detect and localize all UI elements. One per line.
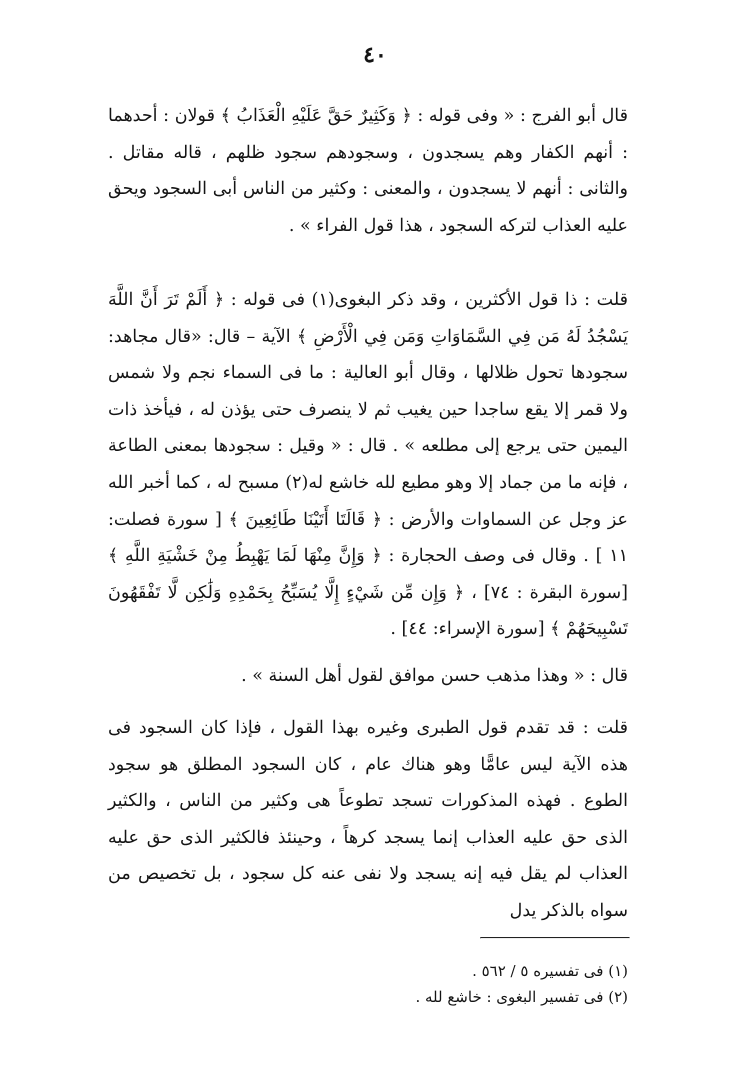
paragraph-4: قلت : قد تقدم قول الطبرى وغيره بهذا القول ، فإذا كان السجود فى هذه الآية ليس عامًّا وهو هناك عام ، كان السجود المطلق هو سجود الطوع . فهذه المذكورات تسجد تطوعاً هى وكثير من الناس ، والكثير الذى حق عليه العذاب إنما يسجد كرهاً ، وحينئذ فالكثير الذى حق عليه العذاب لم يقل فيه إنه يسجد ولا نفى عنه كل سجود ، بل تخصيص من سواه بالذكر يدل: [108, 718, 628, 921]
footnote-1: (١) فى تفسيره ٥ / ٥٦٢ .: [472, 962, 628, 980]
footnotes: [328, 958, 628, 1010]
paragraph-3: قال : « وهذا مذهب حسن موافق لقول أهل السنة » .: [241, 666, 628, 686]
paragraph-1: قال أبو الفرج : « وفى قوله : ﴿ وَكَثِيرٌ حَقَّ عَلَيْهِ الْعَذَابُ ﴾ قولان : أحدهما : أنهم الكفار وهم يسجدون ، وسجودهم سجود ظلهم ، قاله مقاتل . والثانى : أنهم لا يسجدون ، والمعنى : وكثير من الناس أبى السجود ويحق عليه العذاب لتركه السجود ، هذا قول الفراء » .: [108, 106, 628, 236]
footnote-separator: [480, 937, 630, 939]
paragraph-2: قلت : ذا قول الأكثرين ، وقد ذكر البغوى(١) فى قوله : ﴿ أَلَمْ تَرَ أَنَّ اللَّهَ يَسْجُدُ لَهُ مَن فِي السَّمَاوَاتِ وَمَن فِي الْأَرْضِ ﴾ الآية – قال: «قال مجاهد: سجودها تحول ظلالها ، وقال أبو العالية : ما فى السماء نجم ولا شمس ولا قمر إلا يقع ساجدا حين يغيب ثم لا ينصرف حتى يؤذن له ، فيأخذ ذات اليمين حتى يرجع إلى مطلعه » . قال : « وقيل : سجودها بمعنى الطاعة ، فإنه ما من جماد إلا وهو مطيع لله خاشع له(٢) مسبح له ، كما أخبر الله عز وجل عن السماوات والأرض : ﴿ قَالَتَا أَتَيْنَا طَائِعِينَ ﴾ [ سورة فصلت: ١١ ] . وقال فى وصف الحجارة : ﴿ وَإِنَّ مِنْهَا لَمَا يَهْبِطُ مِنْ خَشْيَةِ اللَّهِ ﴾ [سورة البقرة : ٧٤] ، ﴿ وَإِن مِّن شَيْءٍ إِلَّا يُسَبِّحُ بِحَمْدِهِ وَلَٰكِن لَّا تَفْقَهُونَ تَسْبِيحَهُمْ ﴾ [سورة الإسراء: ٤٤] .: [108, 290, 628, 640]
page-number: ٤٠: [363, 42, 387, 68]
footnote-2: (٢) فى تفسير البغوى : خاشع لله .: [415, 988, 628, 1006]
